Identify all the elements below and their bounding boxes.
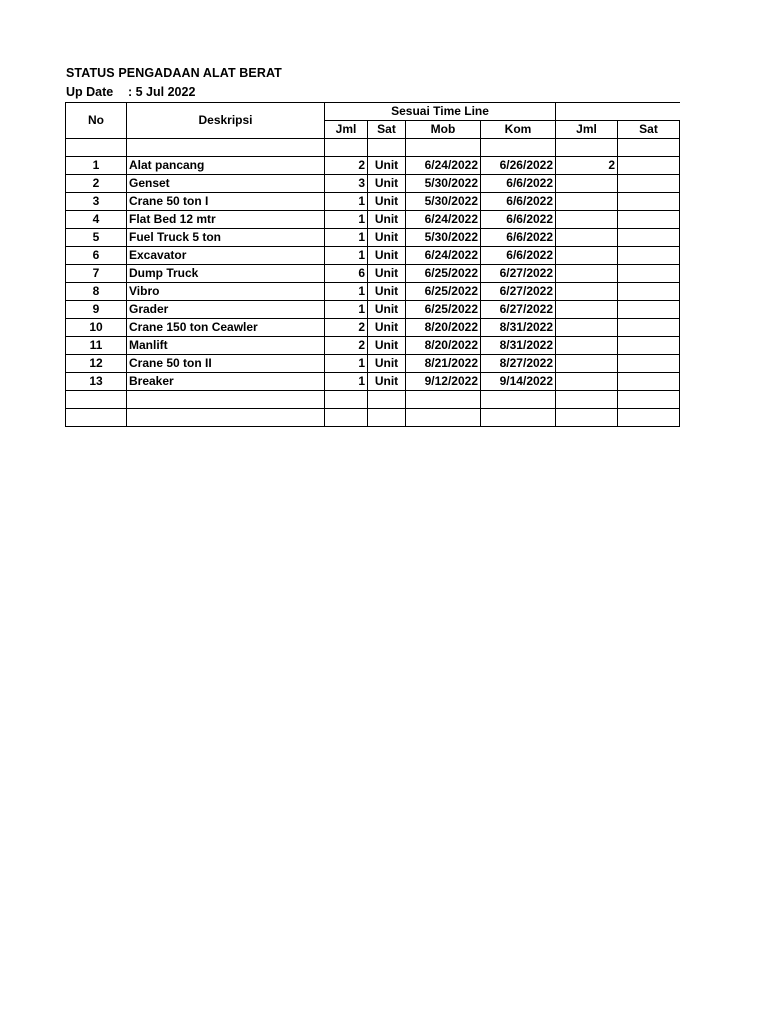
cell-no: 1 xyxy=(66,157,127,175)
cell-jml-2 xyxy=(556,211,618,229)
cell-sat: Unit xyxy=(368,193,406,211)
empty-cell xyxy=(325,409,368,427)
cell-mob: 5/30/2022 xyxy=(406,229,481,247)
cell-sat-2 xyxy=(618,211,680,229)
cell-sat-2 xyxy=(618,355,680,373)
cell-kom: 6/27/2022 xyxy=(481,265,556,283)
spacer-row-bottom xyxy=(66,409,680,427)
cell-jml: 3 xyxy=(325,175,368,193)
cell-jml-2 xyxy=(556,265,618,283)
cell-kom: 6/6/2022 xyxy=(481,247,556,265)
cell-deskripsi: Crane 50 ton I xyxy=(127,193,325,211)
cell-mob: 6/24/2022 xyxy=(406,211,481,229)
cell-sat-2 xyxy=(618,337,680,355)
document-title: STATUS PENGADAAN ALAT BERAT xyxy=(66,66,282,80)
table-row xyxy=(66,193,680,211)
header-row-1 xyxy=(66,103,680,121)
empty-cell xyxy=(66,409,127,427)
empty-cell xyxy=(556,391,618,409)
header-jml: Jml xyxy=(325,121,368,139)
cell-jml: 2 xyxy=(325,319,368,337)
cell-sat: Unit xyxy=(368,301,406,319)
empty-cell xyxy=(368,391,406,409)
cell-mob: 8/20/2022 xyxy=(406,337,481,355)
empty-cell xyxy=(127,409,325,427)
cell-no: 12 xyxy=(66,355,127,373)
table-row xyxy=(66,355,680,373)
cell-sat: Unit xyxy=(368,355,406,373)
cell-jml-2 xyxy=(556,373,618,391)
cell-mob: 9/12/2022 xyxy=(406,373,481,391)
update-date-label: Up Date xyxy=(66,85,114,99)
cell-jml-2 xyxy=(556,229,618,247)
header-sat: Sat xyxy=(368,121,406,139)
cell-deskripsi: Dump Truck xyxy=(127,265,325,283)
cell-jml-2 xyxy=(556,247,618,265)
cell-jml: 2 xyxy=(325,157,368,175)
cell-jml: 1 xyxy=(325,247,368,265)
spacer-row-top xyxy=(66,139,680,157)
cell-no: 3 xyxy=(66,193,127,211)
cell-no: 13 xyxy=(66,373,127,391)
empty-cell xyxy=(556,409,618,427)
cell-kom: 6/6/2022 xyxy=(481,193,556,211)
table-row xyxy=(66,211,680,229)
header-mob: Mob xyxy=(406,121,481,139)
table-row xyxy=(66,247,680,265)
cell-jml-2 xyxy=(556,319,618,337)
empty-cell xyxy=(368,409,406,427)
cell-kom: 6/26/2022 xyxy=(481,157,556,175)
update-date-value: : 5 Jul 2022 xyxy=(128,85,196,99)
cell-kom: 6/6/2022 xyxy=(481,229,556,247)
cell-no: 2 xyxy=(66,175,127,193)
cell-jml: 1 xyxy=(325,193,368,211)
cell-mob: 6/25/2022 xyxy=(406,283,481,301)
cell-sat: Unit xyxy=(368,211,406,229)
cell-kom: 8/31/2022 xyxy=(481,337,556,355)
empty-cell xyxy=(66,391,127,409)
cell-sat-2 xyxy=(618,373,680,391)
cell-jml-2 xyxy=(556,193,618,211)
cell-jml: 2 xyxy=(325,337,368,355)
status-table xyxy=(65,102,680,427)
cell-no: 7 xyxy=(66,265,127,283)
cell-sat-2 xyxy=(618,229,680,247)
cell-jml: 1 xyxy=(325,373,368,391)
header-jml-2: Jml xyxy=(556,121,618,139)
cell-deskripsi: Manlift xyxy=(127,337,325,355)
cell-mob: 6/25/2022 xyxy=(406,265,481,283)
cell-sat-2 xyxy=(618,283,680,301)
cell-kom: 6/27/2022 xyxy=(481,301,556,319)
cell-sat: Unit xyxy=(368,319,406,337)
cell-no: 4 xyxy=(66,211,127,229)
cell-sat: Unit xyxy=(368,229,406,247)
cell-deskripsi: Flat Bed 12 mtr xyxy=(127,211,325,229)
cell-kom: 6/6/2022 xyxy=(481,175,556,193)
spacer-row-bottom xyxy=(66,391,680,409)
empty-cell xyxy=(406,409,481,427)
cell-mob: 6/25/2022 xyxy=(406,301,481,319)
table-row xyxy=(66,175,680,193)
cell-sat: Unit xyxy=(368,337,406,355)
header-empty-group xyxy=(556,103,680,121)
table-row xyxy=(66,265,680,283)
cell-jml: 1 xyxy=(325,283,368,301)
cell-sat-2 xyxy=(618,265,680,283)
cell-jml: 1 xyxy=(325,355,368,373)
cell-sat: Unit xyxy=(368,247,406,265)
cell-kom: 8/31/2022 xyxy=(481,319,556,337)
cell-no: 9 xyxy=(66,301,127,319)
cell-sat-2 xyxy=(618,247,680,265)
empty-cell xyxy=(325,391,368,409)
cell-sat-2 xyxy=(618,175,680,193)
cell-jml: 1 xyxy=(325,301,368,319)
cell-deskripsi: Grader xyxy=(127,301,325,319)
cell-no: 6 xyxy=(66,247,127,265)
header-sesuai-time-line: Sesuai Time Line xyxy=(325,103,556,121)
cell-jml-2 xyxy=(556,175,618,193)
cell-sat: Unit xyxy=(368,175,406,193)
update-date-line xyxy=(66,85,195,99)
cell-deskripsi: Crane 150 ton Ceawler xyxy=(127,319,325,337)
empty-cell xyxy=(618,391,680,409)
cell-no: 5 xyxy=(66,229,127,247)
cell-deskripsi: Alat pancang xyxy=(127,157,325,175)
cell-deskripsi: Breaker xyxy=(127,373,325,391)
empty-cell xyxy=(618,409,680,427)
cell-jml: 1 xyxy=(325,229,368,247)
cell-mob: 6/24/2022 xyxy=(406,157,481,175)
cell-mob: 5/30/2022 xyxy=(406,193,481,211)
cell-kom: 6/27/2022 xyxy=(481,283,556,301)
table-row xyxy=(66,373,680,391)
cell-sat: Unit xyxy=(368,157,406,175)
header-deskripsi: Deskripsi xyxy=(127,103,325,139)
cell-sat-2 xyxy=(618,319,680,337)
cell-jml-2 xyxy=(556,283,618,301)
cell-sat-2 xyxy=(618,157,680,175)
cell-deskripsi: Genset xyxy=(127,175,325,193)
table-row xyxy=(66,301,680,319)
cell-no: 8 xyxy=(66,283,127,301)
cell-deskripsi: Vibro xyxy=(127,283,325,301)
cell-no: 11 xyxy=(66,337,127,355)
cell-deskripsi: Crane 50 ton II xyxy=(127,355,325,373)
table-row xyxy=(66,157,680,175)
empty-cell xyxy=(481,391,556,409)
cell-deskripsi: Excavator xyxy=(127,247,325,265)
cell-mob: 6/24/2022 xyxy=(406,247,481,265)
cell-kom: 9/14/2022 xyxy=(481,373,556,391)
header-sat-2: Sat xyxy=(618,121,680,139)
cell-sat: Unit xyxy=(368,283,406,301)
cell-jml: 6 xyxy=(325,265,368,283)
cell-sat: Unit xyxy=(368,265,406,283)
cell-jml-2: 2 xyxy=(556,157,618,175)
cell-jml: 1 xyxy=(325,211,368,229)
cell-mob: 5/30/2022 xyxy=(406,175,481,193)
cell-mob: 8/21/2022 xyxy=(406,355,481,373)
table-row xyxy=(66,319,680,337)
table-row xyxy=(66,337,680,355)
cell-jml-2 xyxy=(556,301,618,319)
table-row xyxy=(66,229,680,247)
table-body xyxy=(66,139,680,427)
cell-sat-2 xyxy=(618,301,680,319)
cell-kom: 8/27/2022 xyxy=(481,355,556,373)
cell-deskripsi: Fuel Truck 5 ton xyxy=(127,229,325,247)
cell-mob: 8/20/2022 xyxy=(406,319,481,337)
header-no: No xyxy=(66,103,127,139)
empty-cell xyxy=(481,409,556,427)
cell-kom: 6/6/2022 xyxy=(481,211,556,229)
cell-sat-2 xyxy=(618,193,680,211)
cell-sat: Unit xyxy=(368,373,406,391)
header-kom: Kom xyxy=(481,121,556,139)
cell-jml-2 xyxy=(556,355,618,373)
empty-cell xyxy=(127,391,325,409)
table-row xyxy=(66,283,680,301)
empty-cell xyxy=(406,391,481,409)
cell-jml-2 xyxy=(556,337,618,355)
cell-no: 10 xyxy=(66,319,127,337)
